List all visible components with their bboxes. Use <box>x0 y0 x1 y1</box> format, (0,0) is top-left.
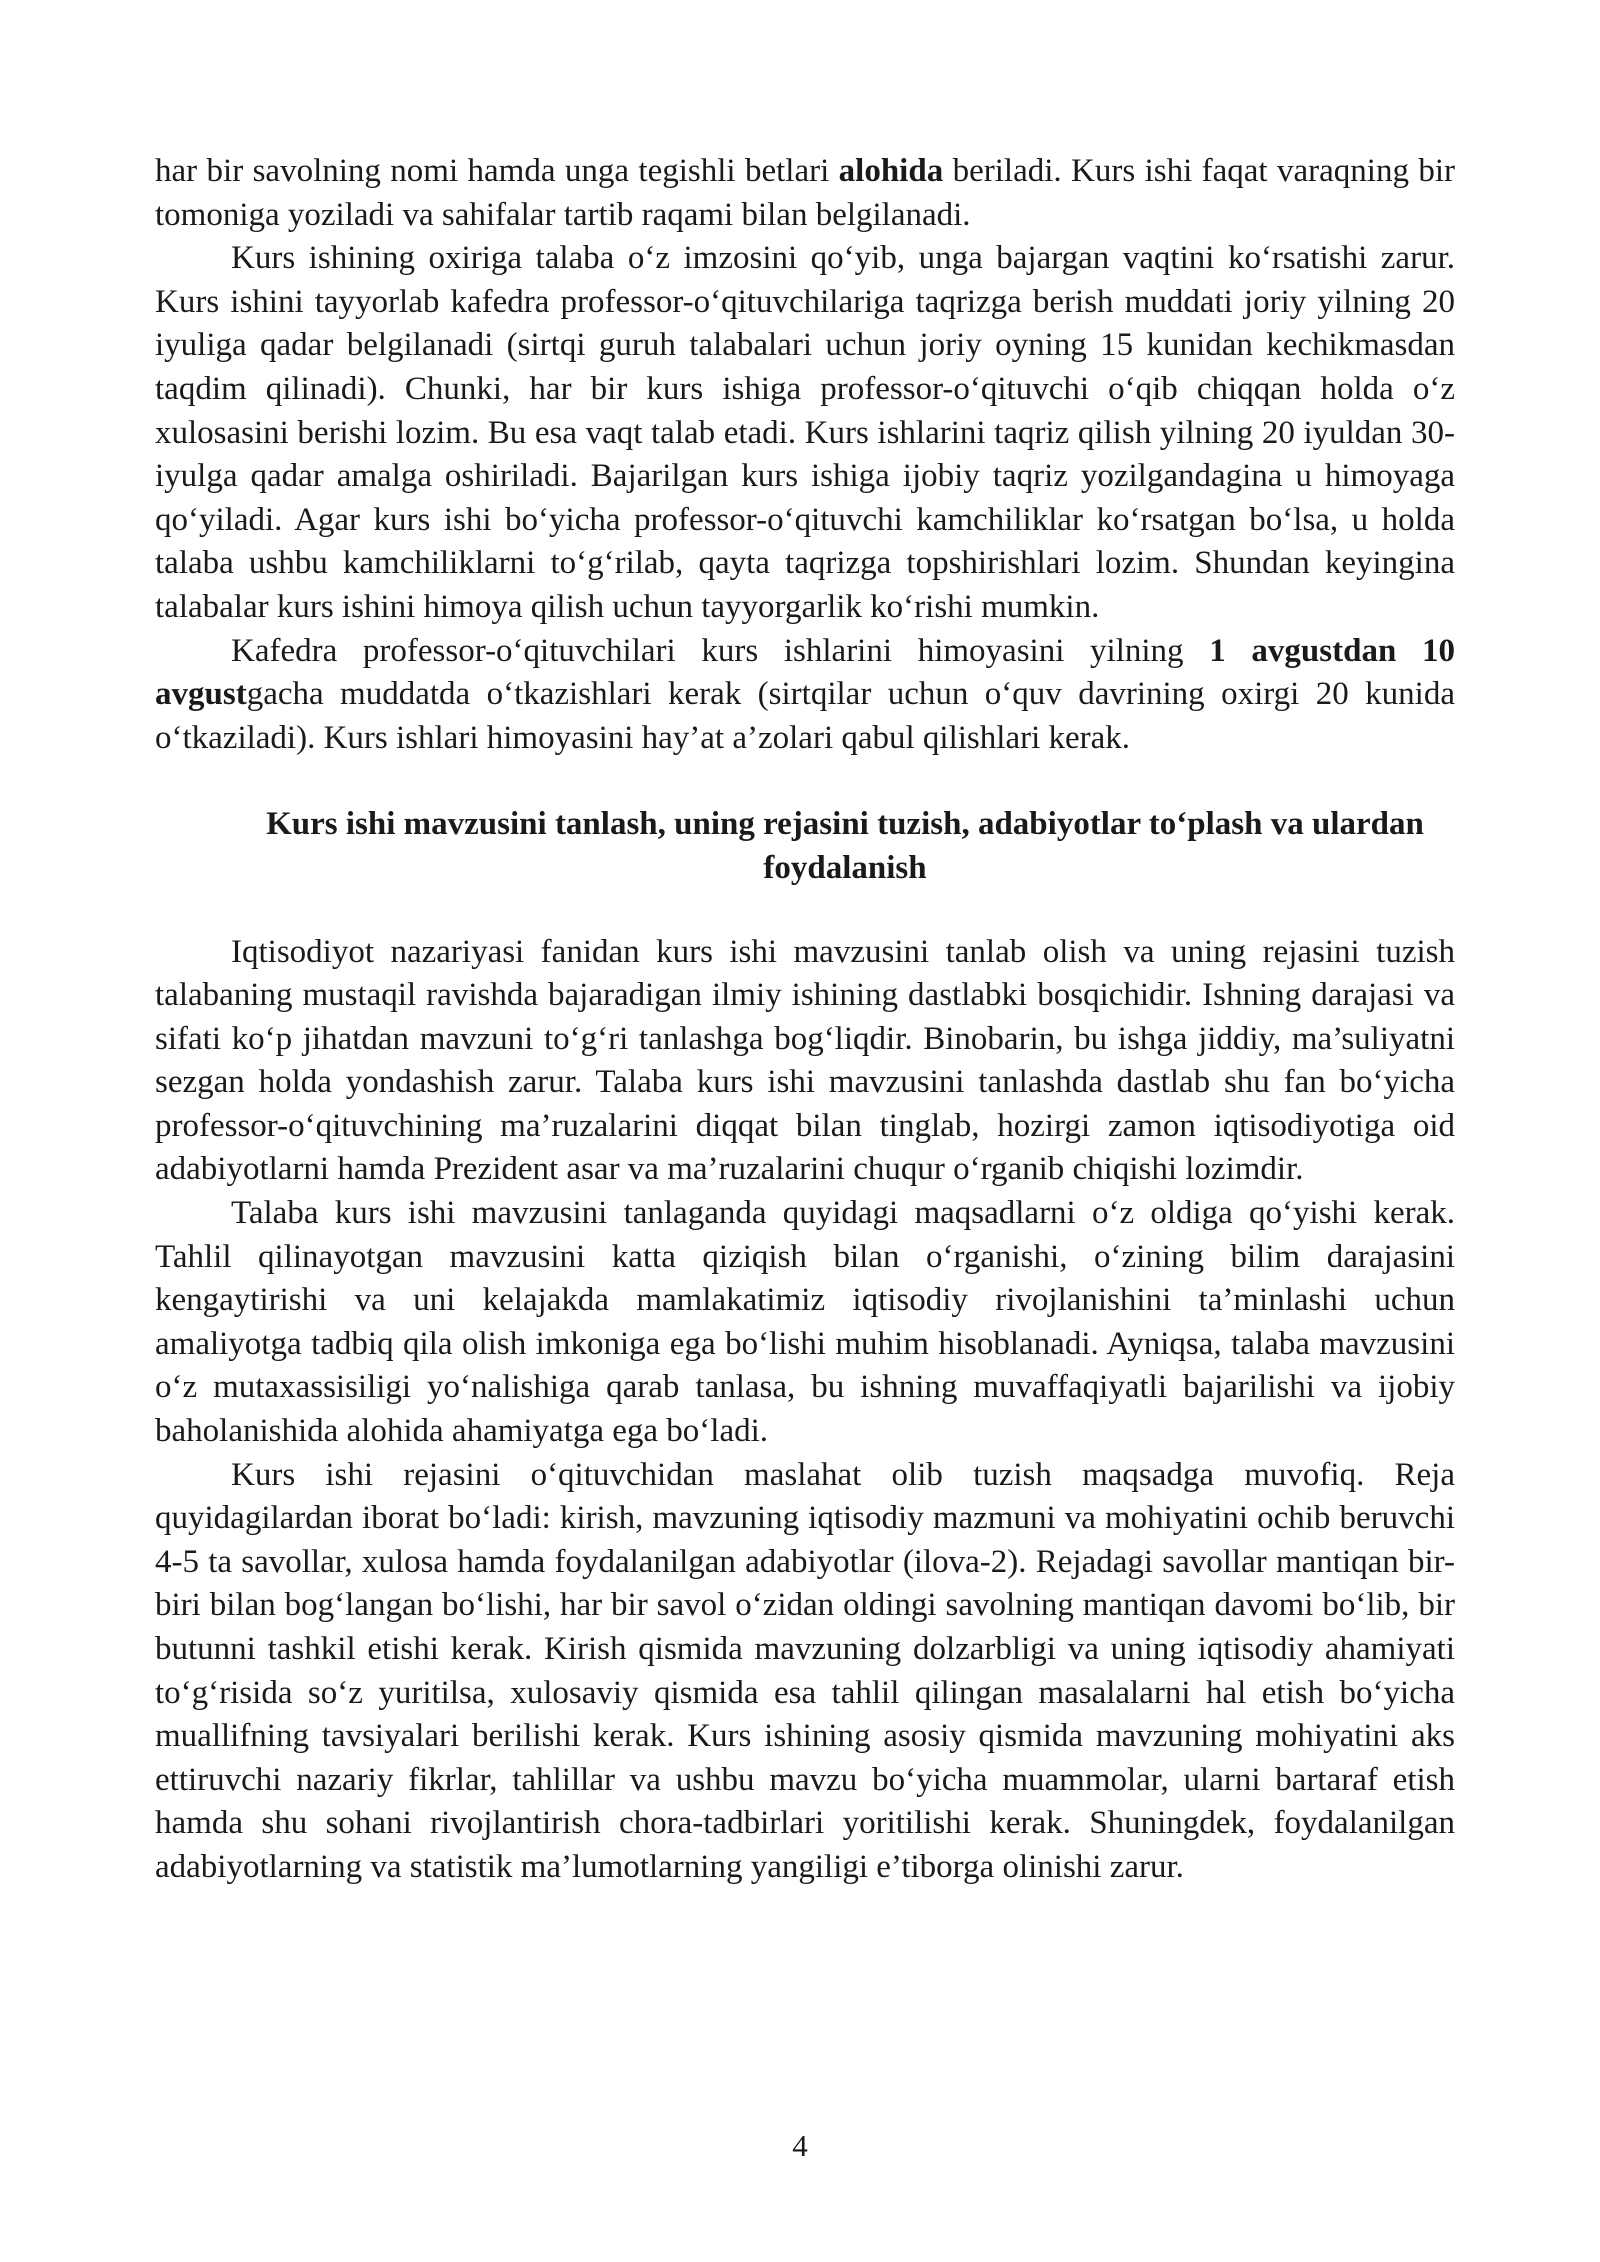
paragraph-6: Kurs ishi rejasini o‘qituvchidan maslahat olib tuzish maqsadga muvofiq. Reja quyidagilardan iborat bo‘ladi: kirish, mavzuning iqtisodiy mazmuni va mohiyatini ochib beruvchi 4-5 ta savollar, xulosa hamda foydalanilgan adabiyotlar (ilova-2). Rejadagi savollar mantiqan bir-biri bilan bog‘langan bo‘lishi, har bir savol o‘zidan oldingi savolning mantiqan davomi bo‘lib, bir butunni tashkil etishi kerak. Kirish qismida mavzuning dolzarbligi va uning iqtisodiy ahamiyati to‘g‘risida so‘z yuritilsa, xulosaviy qismida esa tahlil qilingan masalalarni hal etish bo‘yicha muallifning tavsiyalari berilishi kerak. Kurs ishining asosiy qismida mavzuning mohiyatini aks ettiruvchi nazariy fikrlar, tahlillar va ushbu mavzu bo‘yicha muammolar, ularni bartaraf etish hamda shu sohani rivojlantirish chora-tadbirlari yoritilishi kerak. Shuningdek, foydalanilgan adabiyotlarning va statistik ma’lumotlarning yangiligi e’tiborga olinishi zarur. <box>155 1456 1455 1885</box>
section-heading: Kurs ishi mavzusini tanlash, uning rejasini tuzish, adabiyotlar to‘plash va ulardan foydalanish <box>266 806 1424 886</box>
paragraph-2: Kurs ishining oxiriga talaba o‘z imzosini qo‘yib, unga bajargan vaqtini ko‘rsatishi zarur. Kurs ishini tayyorlab kafedra professor-o‘qituvchilariga taqrizga berish muddati joriy yilning 20 iyuliga qadar belgilanadi (sirtqi guruh talabalari uchun joriy oyning 15 kunidan kechikmasdan taqdim qilinadi). Chunki, har bir kurs ishiga professor-o‘qituvchi o‘qib chiqqan holda o‘z xulosasini berishi lozim. Bu esa vaqt talab etadi. Kurs ishlarini taqriz qilish yilning 20 iyuldan 30-iyulga qadar amalga oshiriladi. Bajarilgan kurs ishiga ijobiy taqriz yozilgandagina u himoyaga qo‘yiladi. Agar kurs ishi bo‘yicha professor-o‘qituvchi kamchiliklar ko‘rsatgan bo‘lsa, u holda talaba ushbu kamchiliklarni to‘g‘rilab, qayta taqrizga topshirishlari lozim. Shundan keyingina talabalar kurs ishini himoya qilish uchun tayyorgarlik ko‘rishi mumkin. <box>155 240 1455 625</box>
paragraph-3-text-a: Kafedra professor-o‘qituvchilari kurs ishlarini himoyasini yilning <box>231 632 1210 669</box>
paragraph-1-bold: alohida <box>838 153 944 189</box>
paragraph-4: Iqtisodiyot nazariyasi fanidan kurs ishi mavzusini tanlab olish va uning rejasini tuzish talabaning mustaqil ravishda bajaradigan ilmiy ishining dastlabki bosqichidir. Ishning darajasi va sifati ko‘p jihatdan mavzuni to‘g‘ri tanlashga bog‘liqdir. Binobarin, bu ishga jiddiy, ma’suliyatni sezgan holda yondashish zarur. Talaba kurs ishi mavzusini tanlashda dastlab shu fan bo‘yicha professor-o‘qituvchining ma’ruzalarini diqqat bilan tinglab, hozirgi zamon iqtisodiyotiga oid adabiyotlarni hamda Prezident asar va ma’ruzalarini chuqur o‘rganib chiqishi lozimdir. <box>155 933 1455 1188</box>
paragraph-1-text-a: har bir savolning nomi hamda unga tegishli betlari <box>155 153 839 189</box>
document-page <box>155 150 1455 1890</box>
paragraph-5: Talaba kurs ishi mavzusini tanlaganda quyidagi maqsadlarni o‘z oldiga qo‘yishi kerak. Tahlil qilinayotgan mavzusini katta qiziqish bilan o‘rganishi, o‘zining bilim darajasini kengaytirishi va uni kelajakda mamlakatimiz iqtisodiy rivojlanishini ta’minlashi uchun amaliyotga tadbiq qila olish imkoniga ega bo‘lishi muhim hisoblanadi. Ayniqsa, talaba mavzusini o‘z mutaxassisiligi yo‘nalishiga qarab tanlasa, bu ishning muvaffaqiyatli bajarilishi va ijobiy baholanishida alohida ahamiyatga ega bo‘ladi. <box>155 1195 1455 1450</box>
paragraph-3-text-c: gacha muddatda o‘tkazishlari kerak (sirtqilar uchun o‘quv davrining oxirgi 20 kunida o‘tkaziladi). Kurs ishlari himoyasini hay’at a’zolari qabul qilishlari kerak. <box>155 676 1455 756</box>
paragraph-3-bold: 1 avgustdan 10 avgust <box>155 632 1456 713</box>
paragraph-3 <box>155 630 1455 761</box>
paragraph-1 <box>155 150 1455 237</box>
page-number: 4 <box>792 2128 808 2163</box>
paragraph-1-text-c: beriladi. Kurs ishi faqat varaqning bir tomoniga yoziladi va sahifalar tartib raqami bilan belgilanadi. <box>155 153 1455 233</box>
